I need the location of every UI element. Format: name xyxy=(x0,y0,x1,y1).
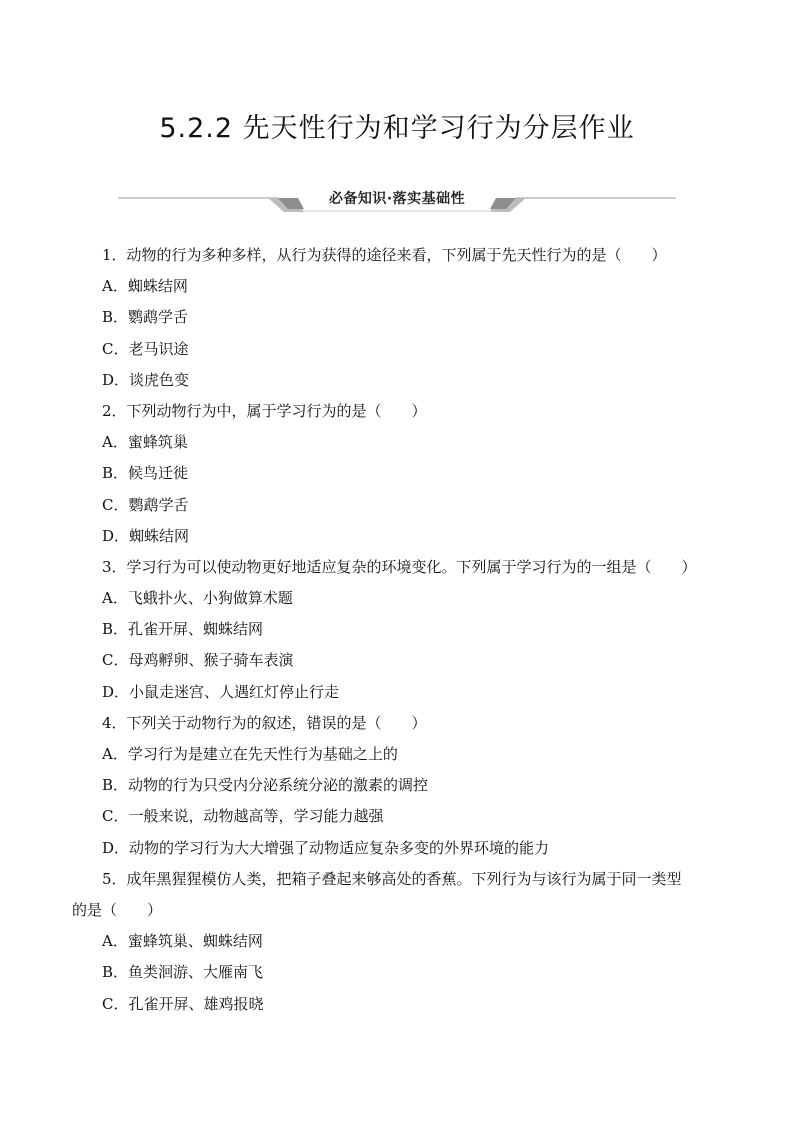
option-b: B．鱼类洄游、大雁南飞 xyxy=(102,963,264,982)
question-stem: 3．学习行为可以使动物更好地适应复杂的环境变化。下列属于学习行为的一组是（ ） xyxy=(102,557,697,576)
option-b: B．鹦鹉学舌 xyxy=(102,308,189,327)
question-3 xyxy=(72,552,732,708)
option-a: A．蜘蛛结网 xyxy=(102,277,188,296)
option-d: D．动物的学习行为大大增强了动物适应复杂多变的外界环境的能力 xyxy=(102,838,550,857)
option-d: D．小鼠走迷宫、人遇红灯停止行走 xyxy=(102,682,340,701)
option-c: C．鹦鹉学舌 xyxy=(102,495,189,514)
option-a: A．学习行为是建立在先天性行为基础之上的 xyxy=(102,745,398,763)
option-d: D．谈虎色变 xyxy=(102,370,190,389)
question-1 xyxy=(72,240,732,396)
option-c: C．母鸡孵卵、猴子骑车表演 xyxy=(102,651,294,670)
question-stem: 4．下列关于动物行为的叙述，错误的是（ ） xyxy=(102,713,427,732)
question-stem-continued: 的是（ ） xyxy=(72,900,163,919)
question-stem: 2．下列动物行为中，属于学习行为的是（ ） xyxy=(102,401,427,420)
question-stem: 5．成年黑猩猩模仿人类，把箱子叠起来够高处的香蕉。下列行为与该行为属于同一类型 xyxy=(102,869,682,888)
option-b: B．动物的行为只受内分泌系统分泌的激素的调控 xyxy=(102,776,429,795)
section-banner xyxy=(118,184,676,214)
option-c: C．孔雀开屏、雄鸡报晓 xyxy=(102,994,264,1013)
option-a: A．蜜蜂筑巢 xyxy=(102,433,188,452)
option-a: A．蜜蜂筑巢、蜘蛛结网 xyxy=(102,932,263,951)
option-c: C．一般来说，动物越高等，学习能力越强 xyxy=(102,807,384,826)
page-title: 5.2.2 先天性行为和学习行为分层作业 xyxy=(159,113,635,144)
question-2 xyxy=(72,396,732,552)
option-b: B．孔雀开屏、蜘蛛结网 xyxy=(102,620,264,639)
question-stem: 1．动物的行为多种多样，从行为获得的途径来看，下列属于先天性行为的是（ ） xyxy=(102,246,667,264)
section-label: 必备知识·落实基础性 xyxy=(328,191,466,207)
option-d: D．蜘蛛结网 xyxy=(102,526,190,545)
option-a: A．飞蛾扑火、小狗做算术题 xyxy=(102,589,293,608)
question-4 xyxy=(72,708,732,864)
question-list xyxy=(72,240,732,1020)
option-b: B．候鸟迁徙 xyxy=(102,464,189,483)
option-c: C．老马识途 xyxy=(102,339,189,358)
question-5 xyxy=(72,864,732,1020)
